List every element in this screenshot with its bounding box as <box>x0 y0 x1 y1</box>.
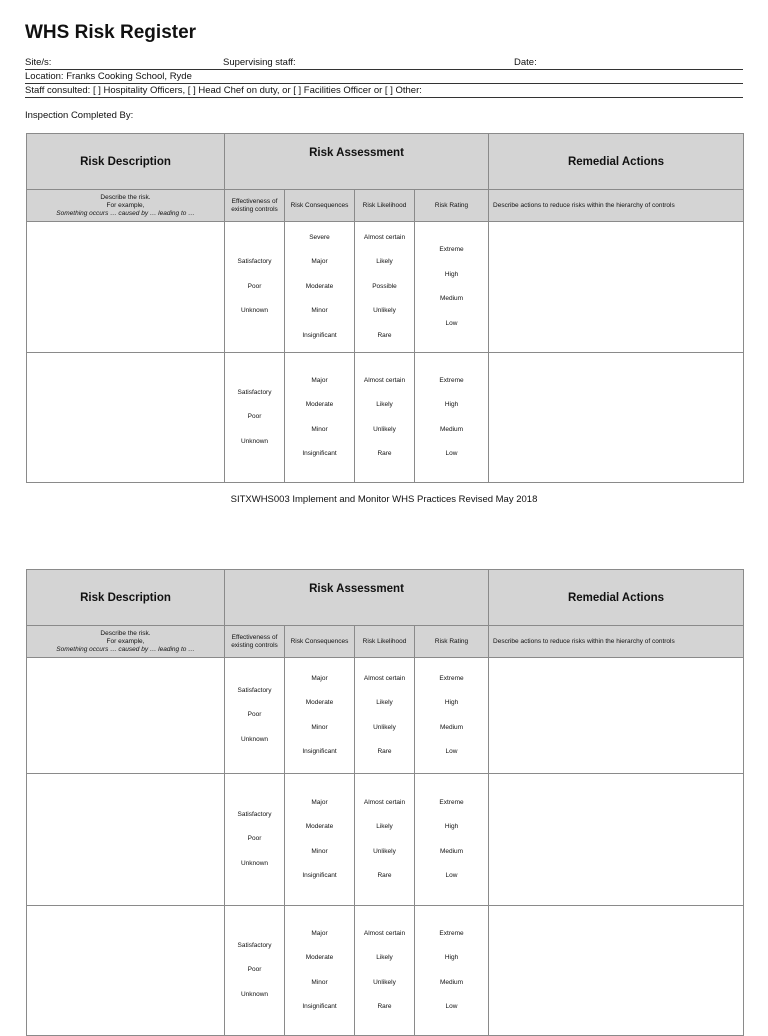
risk-description-cell[interactable] <box>27 658 225 774</box>
remedial-actions-cell[interactable] <box>489 774 744 906</box>
risk-assessment-header: Risk Assessment <box>225 570 489 626</box>
risk-table-1 <box>26 133 744 483</box>
consequences-options[interactable]: Major Moderate Minor Insignificant <box>285 774 355 906</box>
consequences-header: Risk Consequences <box>285 190 355 222</box>
location-label: Location: Franks Cooking School, Ryde <box>25 71 192 82</box>
rating-options[interactable]: Extreme High Medium Low <box>415 658 489 774</box>
remedial-actions-header: Remedial Actions <box>489 570 744 626</box>
info-row-location <box>25 70 743 84</box>
remedial-hint: Describe actions to reduce risks within the hierarchy of controls <box>489 190 744 222</box>
effectiveness-options[interactable]: Satisfactory Poor Unknown <box>225 658 285 774</box>
page-footer: SITXWHS003 Implement and Monitor WHS Practices Revised May 2018 <box>230 494 538 505</box>
remedial-actions-cell[interactable] <box>489 353 744 483</box>
effectiveness-header: Effectiveness of existing controls <box>225 626 285 658</box>
likelihood-options[interactable]: Almost certain Likely Unlikely Rare <box>355 774 415 906</box>
risk-description-cell[interactable] <box>27 906 225 1036</box>
consequences-header: Risk Consequences <box>285 626 355 658</box>
rating-header: Risk Rating <box>415 626 489 658</box>
likelihood-options[interactable]: Almost certain Likely Unlikely Rare <box>355 353 415 483</box>
remedial-actions-cell[interactable] <box>489 658 744 774</box>
inspection-completed-label[interactable]: Inspection Completed By: <box>25 110 134 121</box>
risk-description-header: Risk Description <box>27 134 225 190</box>
consequences-options[interactable]: Severe Major Moderate Minor Insignificant <box>285 222 355 353</box>
supervising-staff-label[interactable]: Supervising staff: <box>223 57 296 68</box>
likelihood-header: Risk Likelihood <box>355 190 415 222</box>
rating-options[interactable]: Extreme High Medium Low <box>415 906 489 1036</box>
risk-table-2 <box>26 569 744 1036</box>
effectiveness-options[interactable]: Satisfactory Poor Unknown <box>225 906 285 1036</box>
remedial-actions-header: Remedial Actions <box>489 134 744 190</box>
risk-assessment-header: Risk Assessment <box>225 134 489 190</box>
effectiveness-options[interactable]: Satisfactory Poor Unknown <box>225 774 285 906</box>
rating-header: Risk Rating <box>415 190 489 222</box>
describe-risk-hint: Describe the risk. For example, Something occurs … caused by … leading to … <box>27 190 225 222</box>
consequences-options[interactable]: Major Moderate Minor Insignificant <box>285 906 355 1036</box>
risk-description-cell[interactable] <box>27 774 225 906</box>
rating-options[interactable]: Extreme High Medium Low <box>415 774 489 906</box>
rating-options[interactable]: Extreme High Medium Low <box>415 353 489 483</box>
likelihood-header: Risk Likelihood <box>355 626 415 658</box>
effectiveness-options[interactable]: Satisfactory Poor Unknown <box>225 353 285 483</box>
table-row <box>27 774 744 906</box>
table-row <box>27 658 744 774</box>
likelihood-options[interactable]: Almost certain Likely Possible Unlikely Rare <box>355 222 415 353</box>
table-row <box>27 222 744 353</box>
risk-description-cell[interactable] <box>27 353 225 483</box>
likelihood-options[interactable]: Almost certain Likely Unlikely Rare <box>355 906 415 1036</box>
consequences-options[interactable]: Major Moderate Minor Insignificant <box>285 353 355 483</box>
effectiveness-header: Effectiveness of existing controls <box>225 190 285 222</box>
risk-description-header: Risk Description <box>27 570 225 626</box>
consequences-options[interactable]: Major Moderate Minor Insignificant <box>285 658 355 774</box>
likelihood-options[interactable]: Almost certain Likely Unlikely Rare <box>355 658 415 774</box>
info-row-staff <box>25 84 743 98</box>
table-row <box>27 353 744 483</box>
site-label[interactable]: Site/s: <box>25 57 52 68</box>
table-row <box>27 906 744 1036</box>
remedial-actions-cell[interactable] <box>489 222 744 353</box>
date-label[interactable]: Date: <box>514 57 537 68</box>
remedial-hint: Describe actions to reduce risks within the hierarchy of controls <box>489 626 744 658</box>
remedial-actions-cell[interactable] <box>489 906 744 1036</box>
staff-consulted-label[interactable]: Staff consulted: [ ] Hospitality Officers, [ ] Head Chef on duty, or [ ] Facilities Officer or [ ] Other: <box>25 85 422 96</box>
info-row-site <box>25 56 743 70</box>
risk-description-cell[interactable] <box>27 222 225 353</box>
rating-options[interactable]: Extreme High Medium Low <box>415 222 489 353</box>
page-title: WHS Risk Register <box>25 22 197 43</box>
effectiveness-options[interactable]: Satisfactory Poor Unknown <box>225 222 285 353</box>
describe-risk-hint: Describe the risk. For example, Something occurs … caused by … leading to … <box>27 626 225 658</box>
